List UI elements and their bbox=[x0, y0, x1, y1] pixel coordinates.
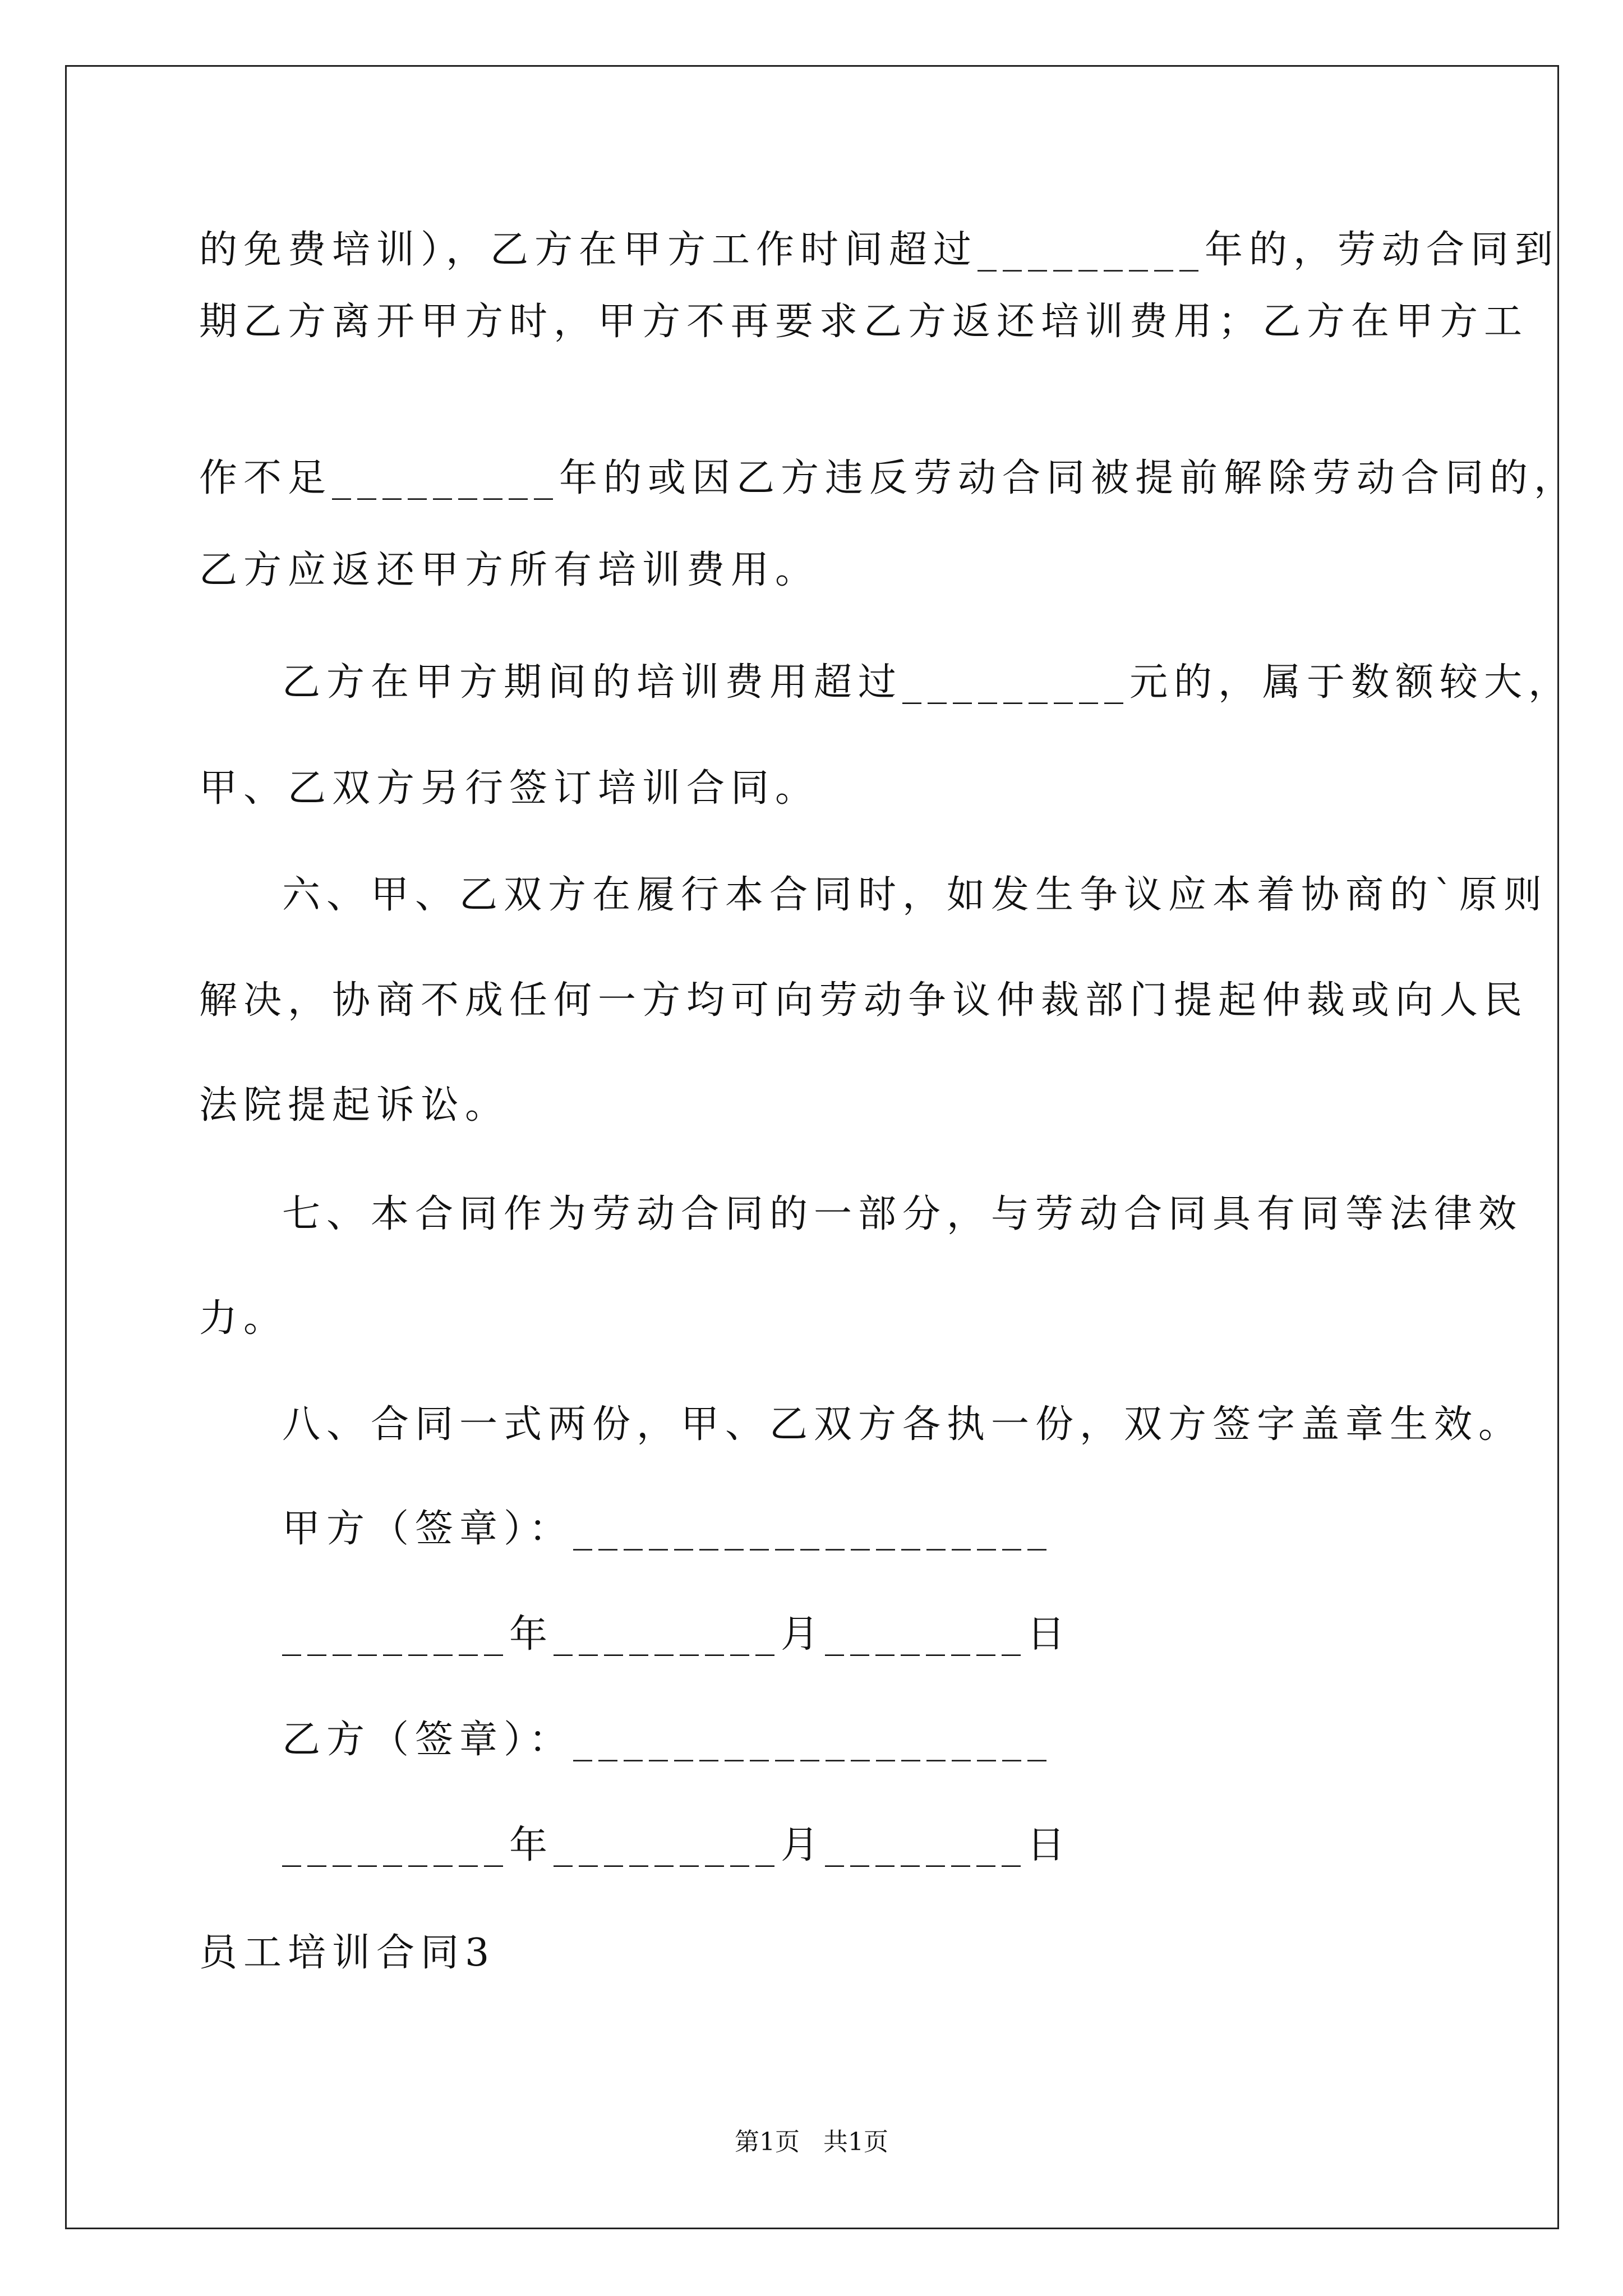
signature-date-a: _________年_________月________日 bbox=[282, 1612, 1072, 1657]
section-title: 员工培训合同3 bbox=[199, 1931, 496, 1975]
page-border bbox=[65, 65, 1559, 2229]
paragraph-line: 期乙方离开甲方时，甲方不再要求乙方返还培训费用；乙方在甲方工 bbox=[199, 300, 1529, 344]
paragraph-line: 解决，协商不成任何一方均可向劳动争议仲裁部门提起仲裁或向人民 bbox=[199, 978, 1529, 1023]
signature-party-b: 乙方（签章）：___________________ bbox=[282, 1718, 1053, 1762]
paragraph-line: 作不足_________年的或因乙方违反劳动合同被提前解除劳动合同的， bbox=[199, 456, 1579, 500]
page-number: 第1页 共1页 bbox=[735, 2128, 888, 2156]
paragraph-line: 的免费培训），乙方在甲方工作时间超过_________年的，劳动合同到 bbox=[199, 228, 1560, 272]
paragraph-line: 乙方应返还甲方所有培训费用。 bbox=[199, 548, 820, 592]
signature-party-a: 甲方（签章）：___________________ bbox=[282, 1507, 1053, 1551]
paragraph-line: 力。 bbox=[199, 1296, 288, 1341]
paragraph-line: 八、合同一式两份，甲、乙双方各执一份，双方签字盖章生效。 bbox=[282, 1402, 1523, 1447]
paragraph-line: 法院提起诉讼。 bbox=[199, 1083, 510, 1128]
paragraph-line: 乙方在甲方期间的培训费用超过_________元的，属于数额较大， bbox=[282, 660, 1573, 705]
paragraph-line: 七、本合同作为劳动合同的一部分，与劳动合同具有同等法律效 bbox=[282, 1192, 1523, 1236]
signature-date-b: _________年_________月________日 bbox=[282, 1823, 1072, 1867]
paragraph-line: 六、甲、乙双方在履行本合同时，如发生争议应本着协商的`原则 bbox=[282, 873, 1548, 917]
paragraph-line: 甲、乙双方另行签订培训合同。 bbox=[199, 766, 820, 811]
